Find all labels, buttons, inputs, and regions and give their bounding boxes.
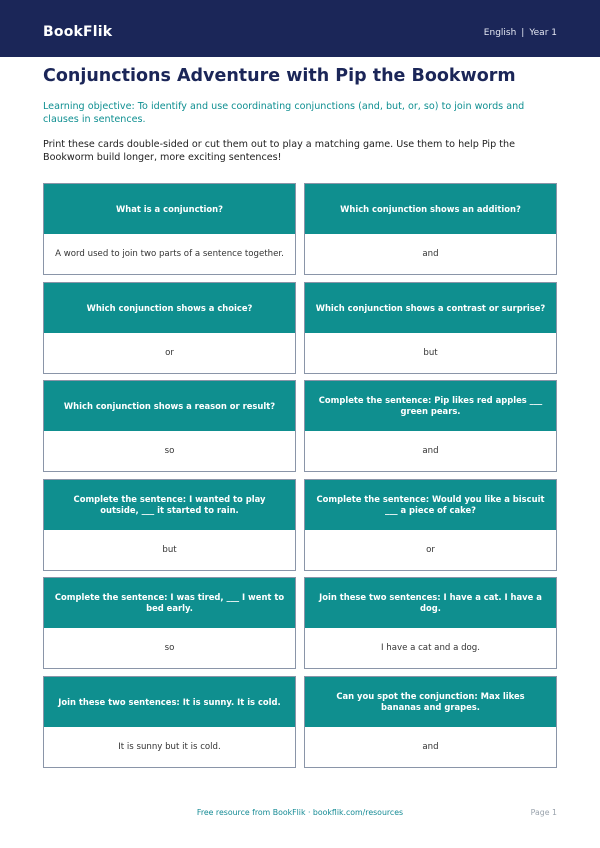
card-question: Complete the sentence: I was tired, ___ I went to bed early. [44,578,295,628]
flashcard [43,479,296,571]
card-answer: A word used to join two parts of a sentence together. [55,249,284,259]
card-question: Join these two sentences: It is sunny. It is cold. [44,677,295,727]
flashcard [43,577,296,669]
subject-label: English [483,28,517,38]
card-question: Which conjunction shows a reason or result? [44,381,295,431]
card-question: Which conjunction shows a contrast or surprise? [305,283,556,333]
flashcard [304,282,557,374]
card-question: What is a conjunction? [44,184,295,234]
card-question: Complete the sentence: Would you like a biscuit ___ a piece of cake? [305,480,556,530]
intro-text: Print these cards double-sided or cut them out to play a matching game. Use them to help Pip the Bookworm build longer, more exciting sentences! [43,139,515,163]
page-number: Page 1 [530,808,557,817]
card-answer: I have a cat and a dog. [381,643,480,653]
card-question: Which conjunction shows an addition? [305,184,556,234]
learning-objective: Learning objective: To identify and use coordinating conjunctions (and, but, or, so) to join words and clauses in sentences. [43,101,525,125]
flashcard [43,380,296,472]
flashcard [304,577,557,669]
brand-logo[interactable]: BookFlik [43,24,113,40]
year-label: Year 1 [529,28,557,38]
flashcard [304,183,557,275]
flashcard [304,479,557,571]
meta-separator: | [521,28,525,38]
flashcard [304,676,557,768]
card-answer: but [423,348,438,358]
card-answer: so [164,446,175,456]
card-answer: so [164,643,175,653]
card-answer: It is sunny but it is cold. [118,742,221,752]
card-question: Join these two sentences: I have a cat. I have a dog. [305,578,556,628]
card-answer: and [422,742,439,752]
header-meta [484,28,557,38]
card-question: Can you spot the conjunction: Max likes bananas and grapes. [305,677,556,727]
card-answer: and [422,446,439,456]
card-answer: but [162,545,177,555]
flashcard [43,282,296,374]
page-title: Conjunctions Adventure with Pip the Bookworm [43,66,516,86]
card-question: Complete the sentence: Pip likes red apples ___ green pears. [305,381,556,431]
card-answer: or [165,348,174,358]
footer-source-link[interactable]: Free resource from BookFlik · bookflik.com/resources [196,808,404,817]
flashcard [43,676,296,768]
card-answer: and [422,249,439,259]
site-header [0,0,600,57]
card-question: Complete the sentence: I wanted to play outside, ___ it started to rain. [44,480,295,530]
flashcard [304,380,557,472]
card-answer: or [426,545,435,555]
card-question: Which conjunction shows a choice? [44,283,295,333]
flashcard [43,183,296,275]
